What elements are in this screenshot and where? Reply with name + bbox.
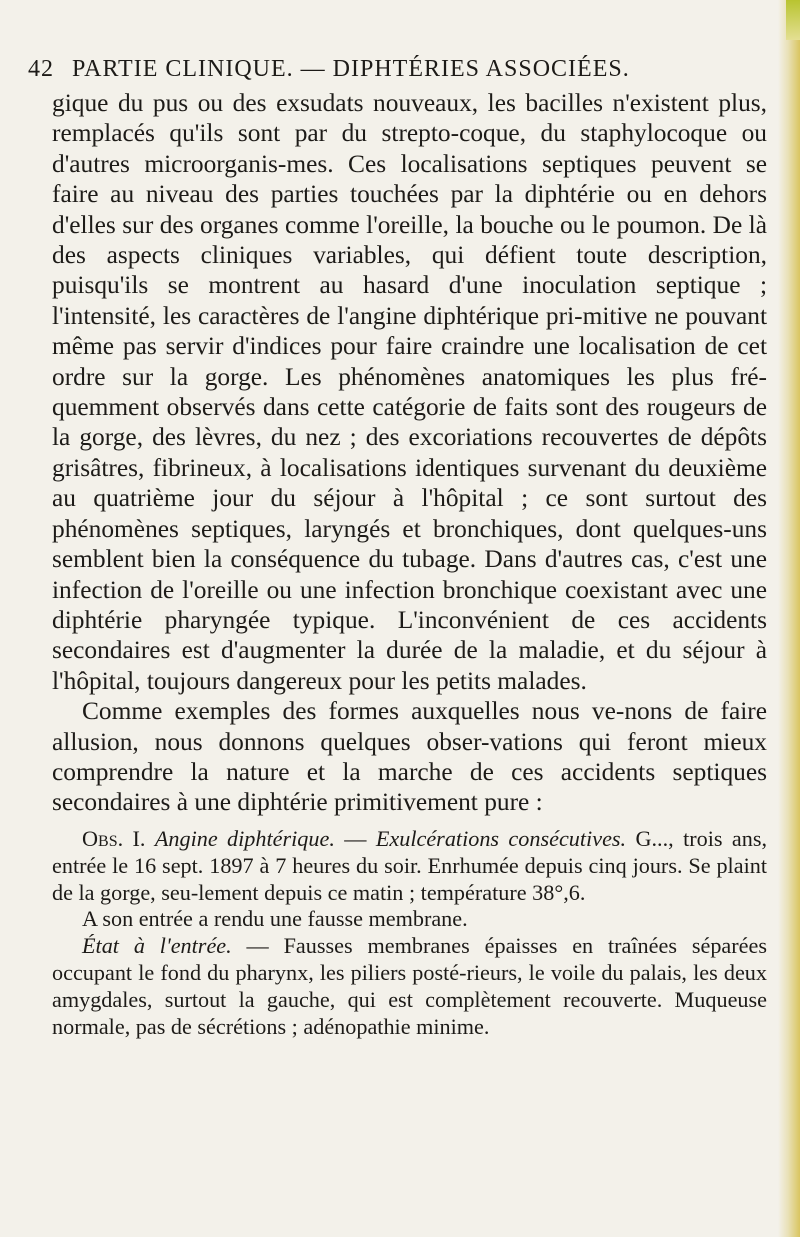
state-label: État à l'entrée. — [82, 933, 232, 959]
observation-dash: — — [334, 826, 376, 851]
observation-block — [52, 826, 767, 1040]
state-text: — Fausses membranes épaisses en traînées séparées occupant le fond du pharynx, les piliers posté-rieurs, le voile du palais, les deux amygdales, surtout la gauche, qui est complètement recouverte. Muqueuse normale, pas de sécrétions ; adénopathie minime. — [52, 933, 767, 1039]
observation-entry: A son entrée a rendu une fausse membrane. — [82, 906, 468, 932]
observation-state — [52, 933, 767, 1040]
paragraph-1: gique du pus ou des exsudats nouveaux, les bacilles n'existent plus, remplacés qu'ils sont par du strepto-coque, du staphylocoque ou d'autres microorganis-mes. Ces localisations septiques peuvent se faire au niveau des parties touchées par la diphtérie ou en dehors d'elles sur des organes comme l'oreille, la bouche ou le poumon. De là des aspects cliniques variables, qui défient toute description, puisqu'ils se montrent au hasard d'une inoculation septique ; l'intensité, les caractères de l'angine diphtérique pri-mitive ne pouvant même pas servir d'indices pour faire craindre une localisation de cet ordre sur la gorge. Les phénomènes anatomiques les plus fré-quemment observés dans cette catégorie de faits sont des rougeurs de la gorge, des lèvres, du nez ; des excoriations recouvertes de dépôts grisâtres, fibrineux, à localisations identiques survenant du deuxième au quatrième jour du séjour à l'hôpital ; ce sont surtout des phénomènes septiques, laryngés et bronchiques, dont quelques-uns semblent bien la conséquence du tubage. Dans d'autres cas, c'est une infection de l'oreille ou une infection bronchique coexistant avec une diphtérie pharyngée typique. L'inconvénient de ces accidents secondaires est d'augmenter la durée de la maladie, et du séjour à l'hôpital, toujours dangereux pour les petits malades. — [52, 89, 767, 695]
observation-title-b: Exulcérations consécutives. — [375, 826, 627, 851]
running-title: PARTIE CLINIQUE. — DIPHTÉRIES ASSOCIÉES. — [72, 56, 630, 82]
page-edge-stain — [786, 0, 800, 40]
observation-label: Obs. I. — [82, 826, 146, 851]
observation-intro: G..., trois ans, entrée le 16 sept. 1897 à 7 heures du soir. Enrhumée depuis cinq jours. Se plaint de la gorge, seu-lement depuis ce matin ; température 38°,6. — [52, 826, 768, 905]
observation-heading — [52, 826, 767, 906]
main-text — [52, 88, 767, 818]
paragraph-2: Comme exemples des formes auxquelles nous ve-nons de faire allusion, nous donnons quelques obser-vations qui feront mieux comprendre la nature et la marche de ces accidents septiques secondaires à une diphtérie primitivement pure : — [52, 697, 767, 817]
page-number: 42 — [28, 56, 54, 82]
running-header — [28, 56, 708, 92]
page-edge-tint — [778, 0, 800, 1237]
observation-title-a: Angine diphtérique. — [154, 826, 335, 851]
